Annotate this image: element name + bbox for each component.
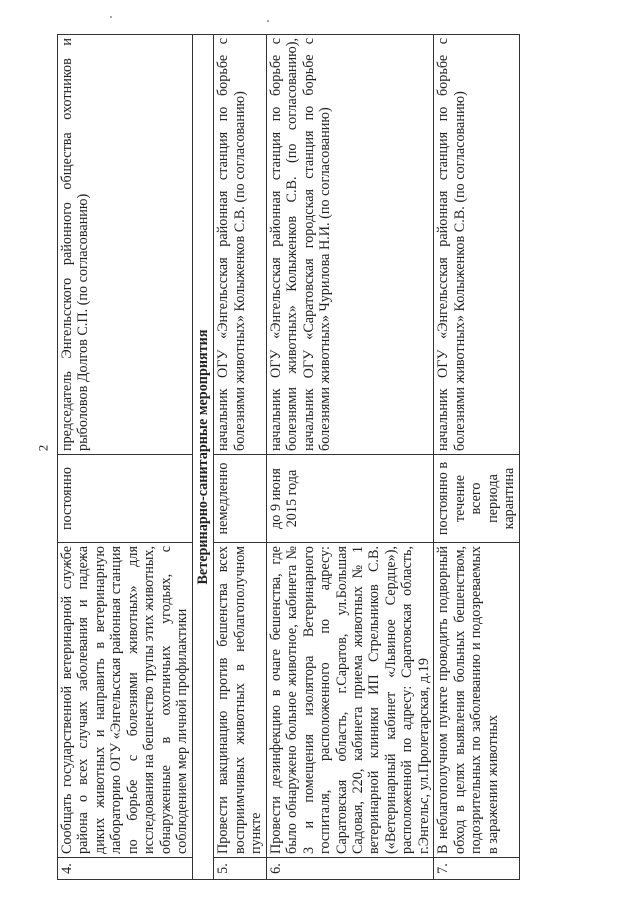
action-cell: Провести вакцинацию против бешенства всех восприимчивых животных в неблагополучном пункте: [214, 543, 266, 858]
page-number: 2: [35, 444, 51, 452]
row-number: 4.: [58, 858, 193, 880]
responsible-cell: начальник ОГУ «Энгельсская районная станция по борьбе с болезнями животных» Колыженков С.В. (по согласованию): [214, 35, 266, 455]
action-cell: В неблагополучном пункте проводить подворный обход в целях выявления больных бешенством, подозрительных по заболеванию и подозреваемых в заражении животных: [434, 543, 519, 858]
section-header-row: [192, 35, 213, 880]
responsible-cell: начальник ОГУ «Энгельсская районная станция по борьбе с болезнями животных» Колыженков С.В. (по согласованию), начальник ОГУ «Саратовская городская станция по борьбе с болезнями животных» Чурилова Н.И. (по согласованию): [266, 35, 434, 455]
action-cell: Сообщать государственной ветеринарной службе района о всех случаях заболевания и падежа диких животных и направить в ветеринарную лабораторию ОГУ «Энгельсская районная станция по борьбе с болезнями животных» для исследования на бешенство трупы этих животных, обнаруженные в охотничьих угодьях, с соблюдением мер личной профилактики: [58, 543, 193, 858]
measures-table: [57, 34, 520, 880]
table-row: [266, 35, 434, 880]
row-number: 7.: [434, 858, 519, 880]
table-row: [58, 35, 193, 880]
table-row: [214, 35, 266, 880]
responsible-cell: председатель Энгельсского районного общества охотников и рыболовов Долгов С.П. (по согласованию): [58, 35, 193, 455]
term-cell: постоянно: [58, 455, 193, 543]
table-row: [434, 35, 519, 880]
scan-speck: [110, 16, 112, 18]
action-cell: Провести дезинфекцию в очаге бешенства, где было обнаружено больное животное, кабинета № 3 и помещения изолятора Ветеринарного госпиталя, расположенного по адресу: Саратовская область, г.Саратов, ул.Большая Садовая, 220, кабинета приема животных № 1 ветеринарной клиники ИП Стрельников С.В. («Ветеринарный кабинет «Львиное Сердце»), расположенной по адресу: Саратовская область, г.Энгельс, ул.Пролетарская, д.19: [266, 543, 434, 858]
row-number: 6.: [266, 858, 434, 880]
term-cell: постоянно в течение всего периода карантина: [434, 455, 519, 543]
row-number: 5.: [214, 858, 266, 880]
scan-speck: [267, 20, 269, 22]
rotated-table-container: [57, 35, 555, 880]
section-title: Ветеринарно-санитарные мероприятия: [192, 35, 213, 880]
term-cell: немедленно: [214, 455, 266, 543]
responsible-cell: начальник ОГУ «Энгельсская районная станция по борьбе с болезнями животных» Колыженков С.В. (по согласованию): [434, 35, 519, 455]
term-cell: до 9 июня 2015 года: [266, 455, 434, 543]
